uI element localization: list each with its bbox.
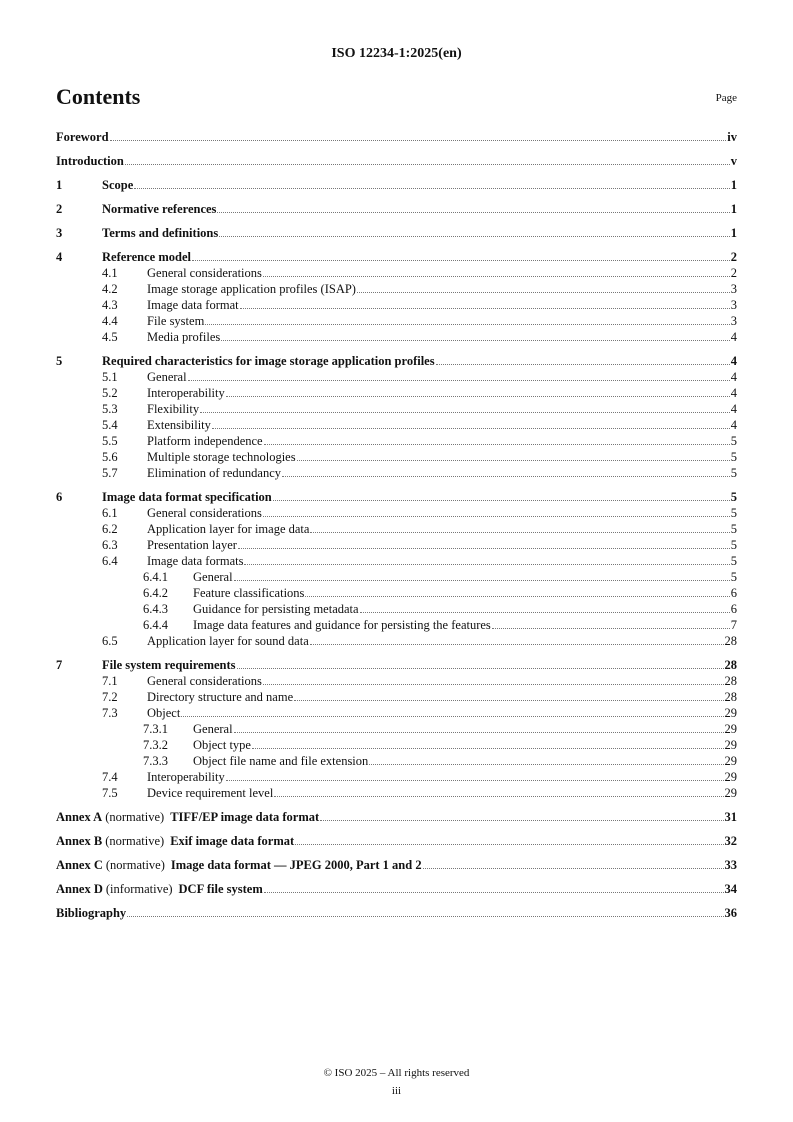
toc-entry[interactable] (56, 433, 737, 449)
toc-page: 4 (730, 418, 737, 432)
toc-entry[interactable] (56, 809, 737, 825)
toc-entry[interactable] (56, 265, 737, 281)
toc-page: 29 (724, 786, 737, 800)
toc-title: Presentation layer (147, 538, 237, 552)
toc-entry[interactable] (56, 737, 737, 753)
dot-leader (310, 521, 729, 533)
dot-leader (295, 833, 723, 845)
document-header: ISO 12234-1:2025(en) (331, 46, 462, 61)
toc-page: 29 (724, 738, 737, 752)
toc-page: 3 (730, 314, 737, 328)
dot-leader (305, 585, 729, 597)
toc-number: 3 (56, 226, 63, 240)
dot-leader (264, 881, 724, 893)
annex-label: Annex B (56, 834, 103, 848)
toc-page: 5 (730, 434, 737, 448)
toc-number: 6 (56, 490, 63, 504)
toc-title: Introduction (56, 154, 124, 168)
toc-title: Application layer for sound data (147, 634, 309, 648)
dot-leader (127, 905, 723, 917)
toc-number: 7.3.2 (143, 738, 168, 752)
dot-leader (263, 673, 724, 685)
toc-title: Image storage application profiles (ISAP) (147, 282, 356, 296)
toc-number: 6.3 (102, 538, 118, 552)
toc-title: Normative references (102, 202, 217, 216)
toc-title: Image data format specification (102, 490, 272, 504)
toc-number: 5 (56, 354, 63, 368)
toc-page: 1 (730, 178, 737, 192)
toc-entry[interactable] (56, 249, 737, 265)
toc-page: 5 (730, 450, 737, 464)
toc-page: 36 (724, 906, 737, 920)
dot-leader (181, 705, 723, 717)
toc-number: 6.4.3 (143, 602, 168, 616)
toc-number: 4.2 (102, 282, 118, 296)
annex-kind: (normative) (105, 858, 165, 872)
dot-leader (205, 313, 729, 325)
toc-title: Elimination of redundancy (147, 466, 281, 480)
toc-title: TIFF/EP image data format (170, 810, 320, 824)
dot-leader (110, 129, 727, 141)
dot-leader (212, 417, 730, 429)
toc-entry[interactable] (56, 505, 737, 521)
dot-leader (234, 721, 724, 733)
toc-entry[interactable] (56, 201, 737, 217)
toc-page: 5 (730, 538, 737, 552)
dot-leader (217, 201, 729, 213)
toc-title: Bibliography (56, 906, 127, 920)
dot-leader (320, 809, 723, 821)
toc-page: 5 (730, 554, 737, 568)
toc-title: Platform independence (147, 434, 263, 448)
toc-title: Media profiles (147, 330, 221, 344)
toc-page: 7 (730, 618, 737, 632)
toc-page: 4 (730, 354, 737, 368)
dot-leader (226, 385, 730, 397)
dot-leader (294, 689, 723, 701)
toc-title: DCF file system (178, 882, 263, 896)
dot-leader (188, 369, 730, 381)
toc-number: 5.3 (102, 402, 118, 416)
toc-entry[interactable] (56, 905, 737, 921)
toc-entry[interactable] (56, 129, 737, 145)
dot-leader (244, 553, 729, 565)
toc-title: Foreword (56, 130, 109, 144)
toc-page: 4 (730, 402, 737, 416)
toc-entry[interactable] (56, 705, 737, 721)
dot-leader (234, 569, 730, 581)
dot-leader (200, 401, 730, 413)
toc-entry[interactable] (56, 769, 737, 785)
dot-leader (221, 329, 730, 341)
toc-title: File system requirements (102, 658, 236, 672)
toc-number: 5.7 (102, 466, 118, 480)
toc-entry[interactable] (56, 553, 737, 569)
toc-title: Directory structure and name (147, 690, 294, 704)
toc-title: General (193, 722, 233, 736)
toc-number: 5.2 (102, 386, 118, 400)
toc-entry[interactable] (56, 633, 737, 649)
dot-leader (125, 153, 730, 165)
page-column-label: Page (715, 92, 737, 104)
toc-title: Required characteristics for image storage application profiles (102, 354, 435, 368)
toc-entry[interactable] (56, 881, 737, 897)
toc-number: 2 (56, 202, 63, 216)
toc-page: 28 (724, 634, 737, 648)
toc-page: 6 (730, 602, 737, 616)
toc-number: 1 (56, 178, 63, 192)
toc-title: General (193, 570, 233, 584)
toc-title: Image data format (147, 298, 239, 312)
toc-entry[interactable] (56, 153, 737, 169)
toc-number: 4 (56, 250, 63, 264)
toc-entry[interactable] (56, 521, 737, 537)
toc-entry[interactable] (56, 833, 737, 849)
toc-entry[interactable] (56, 673, 737, 689)
toc-title: Object (147, 706, 181, 720)
toc-entry[interactable] (56, 617, 737, 633)
toc-page: 28 (724, 690, 737, 704)
toc-title: Flexibility (147, 402, 200, 416)
toc-page: 33 (724, 858, 737, 872)
annex-label: Annex D (56, 882, 103, 896)
toc-page: 4 (730, 386, 737, 400)
toc-title: Application layer for image data (147, 522, 310, 536)
toc-entry[interactable] (56, 465, 737, 481)
toc-entry[interactable] (56, 449, 737, 465)
dot-leader (273, 489, 730, 501)
dot-leader (369, 753, 723, 765)
toc-page: 5 (730, 506, 737, 520)
annex-kind: (normative) (105, 810, 165, 824)
toc-number: 5.1 (102, 370, 118, 384)
toc-entry[interactable] (56, 753, 737, 769)
toc-number: 7.3.1 (143, 722, 168, 736)
dot-leader (219, 225, 730, 237)
toc-entry[interactable] (56, 281, 737, 297)
toc-number: 6.1 (102, 506, 118, 520)
toc-page: 28 (724, 658, 737, 672)
toc-number: 7.4 (102, 770, 118, 784)
toc-page: v (730, 154, 737, 168)
toc-number: 6.4.2 (143, 586, 168, 600)
toc-title: Multiple storage technologies (147, 450, 296, 464)
toc-number: 6.4.1 (143, 570, 168, 584)
toc-entry[interactable] (56, 601, 737, 617)
toc-entry[interactable] (56, 489, 737, 505)
dot-leader (263, 265, 730, 277)
toc-title: General (147, 370, 187, 384)
toc-entry[interactable] (56, 177, 737, 193)
page-number: iii (391, 1085, 402, 1097)
toc-page: iv (727, 130, 737, 144)
toc-entry[interactable] (56, 313, 737, 329)
dot-leader (134, 177, 730, 189)
toc-number: 6.5 (102, 634, 118, 648)
toc-title: General considerations (147, 674, 262, 688)
dot-leader (237, 657, 724, 669)
toc-page: 3 (730, 298, 737, 312)
toc-title: Scope (102, 178, 134, 192)
toc-entry[interactable] (56, 385, 737, 401)
toc-number: 4.4 (102, 314, 118, 328)
toc-page: 29 (724, 722, 737, 736)
toc-page: 1 (730, 226, 737, 240)
toc-page: 6 (730, 586, 737, 600)
toc-number: 4.1 (102, 266, 118, 280)
toc-number: 7.1 (102, 674, 118, 688)
toc-title: Image data formats (147, 554, 244, 568)
toc-title: File system (147, 314, 205, 328)
dot-leader (360, 601, 730, 613)
dot-leader (423, 857, 724, 869)
toc-title: Extensibility (147, 418, 211, 432)
toc-title: Terms and definitions (102, 226, 219, 240)
toc-entry[interactable] (56, 785, 737, 801)
toc-page: 29 (724, 770, 737, 784)
toc-entry[interactable] (56, 329, 737, 345)
toc-title: Feature classifications (193, 586, 305, 600)
toc-number: 6.2 (102, 522, 118, 536)
toc-entry[interactable] (56, 689, 737, 705)
toc-title: Exif image data format (170, 834, 295, 848)
toc-title: Image data features and guidance for persisting the features (193, 618, 491, 632)
annex-label: Annex A (56, 810, 103, 824)
toc-number: 5.5 (102, 434, 118, 448)
toc-number: 6.4.4 (143, 618, 168, 632)
toc-page: 2 (730, 266, 737, 280)
toc-title: General considerations (147, 506, 262, 520)
toc-entry[interactable] (56, 657, 737, 673)
toc-number: 4.5 (102, 330, 118, 344)
toc-number: 4.3 (102, 298, 118, 312)
toc-page: 5 (730, 522, 737, 536)
dot-leader (274, 785, 723, 797)
toc-page: 31 (724, 810, 737, 824)
toc-entry[interactable] (56, 417, 737, 433)
dot-leader (492, 617, 730, 629)
toc-title: Image data format — JPEG 2000, Part 1 and 2 (170, 858, 422, 872)
toc-page: 29 (724, 706, 737, 720)
toc-title: Device requirement level (147, 786, 274, 800)
toc-title: Object type (193, 738, 251, 752)
table-of-contents (56, 129, 737, 921)
copyright-footer: © ISO 2025 – All rights reserved (323, 1067, 470, 1079)
toc-page: 4 (730, 370, 737, 384)
dot-leader (226, 769, 724, 781)
toc-number: 7.5 (102, 786, 118, 800)
toc-page: 32 (724, 834, 737, 848)
toc-entry[interactable] (56, 721, 737, 737)
toc-entry[interactable] (56, 401, 737, 417)
annex-kind: (normative) (105, 834, 165, 848)
toc-title: General considerations (147, 266, 262, 280)
toc-page: 29 (724, 754, 737, 768)
toc-number: 7.2 (102, 690, 118, 704)
dot-leader (436, 353, 730, 365)
dot-leader (263, 505, 730, 517)
toc-entry[interactable] (56, 353, 737, 369)
toc-page: 1 (730, 202, 737, 216)
toc-number: 7.3 (102, 706, 118, 720)
toc-title: Interoperability (147, 770, 225, 784)
toc-page: 2 (730, 250, 737, 264)
toc-title: Interoperability (147, 386, 225, 400)
toc-entry[interactable] (56, 585, 737, 601)
dot-leader (238, 537, 730, 549)
toc-number: 7 (56, 658, 63, 672)
dot-leader (192, 249, 730, 261)
dot-leader (252, 737, 724, 749)
toc-page: 5 (730, 570, 737, 584)
toc-entry[interactable] (56, 297, 737, 313)
toc-entry[interactable] (56, 537, 737, 553)
annex-kind: (informative) (105, 882, 173, 896)
dot-leader (264, 433, 730, 445)
toc-title: Reference model (102, 250, 191, 264)
dot-leader (357, 281, 730, 293)
dot-leader (297, 449, 730, 461)
toc-page: 5 (730, 466, 737, 480)
toc-page: 3 (730, 282, 737, 296)
dot-leader (310, 633, 724, 645)
toc-title: Guidance for persisting metadata (193, 602, 359, 616)
toc-entry[interactable] (56, 569, 737, 585)
toc-entry[interactable] (56, 369, 737, 385)
dot-leader (240, 297, 730, 309)
toc-page: 4 (730, 330, 737, 344)
toc-entry[interactable] (56, 225, 737, 241)
toc-number: 7.3.3 (143, 754, 168, 768)
toc-page: 34 (724, 882, 737, 896)
toc-number: 6.4 (102, 554, 118, 568)
toc-page: 28 (724, 674, 737, 688)
page-title: Contents (56, 84, 141, 109)
dot-leader (282, 465, 730, 477)
toc-page: 5 (730, 490, 737, 504)
toc-entry[interactable] (56, 857, 737, 873)
toc-number: 5.4 (102, 418, 118, 432)
annex-label: Annex C (56, 858, 103, 872)
toc-number: 5.6 (102, 450, 118, 464)
toc-title: Object file name and file extension (193, 754, 369, 768)
